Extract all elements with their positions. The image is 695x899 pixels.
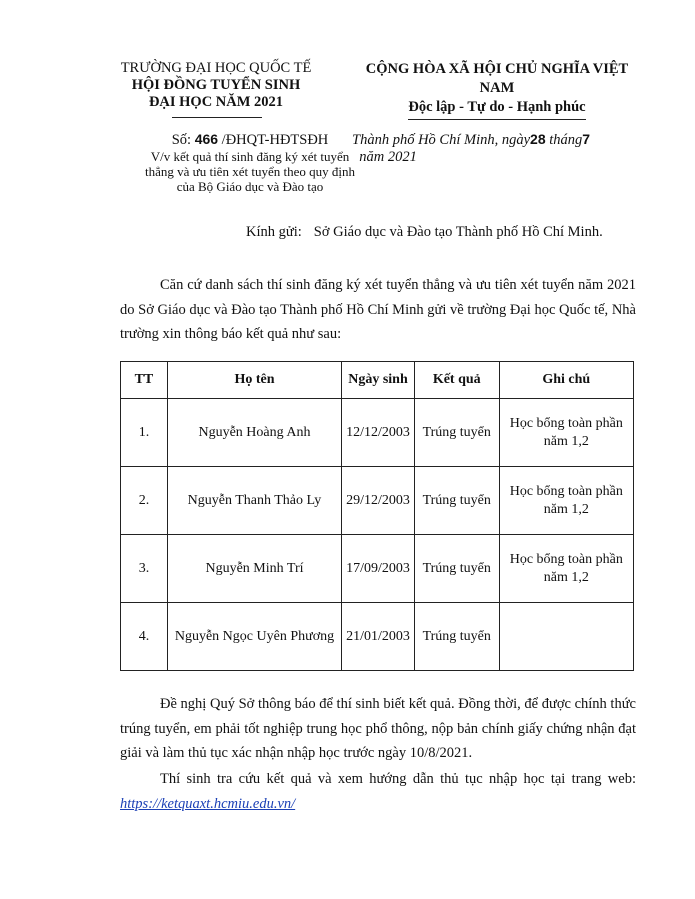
cell-note [499,603,633,671]
request-paragraph [120,692,636,766]
issuer-header [118,60,314,111]
recipient-line [246,224,603,241]
cell-note: Học bổng toàn phần năm 1,2 [499,399,633,467]
date-month: 7 [582,131,591,147]
date-year: năm 2021 [352,149,417,165]
cell-note: Học bổng toàn phần năm 1,2 [499,535,633,603]
header-tt: TT [121,362,168,399]
table-row [121,467,634,535]
cell-name: Nguyễn Minh Trí [167,535,341,603]
header-result: Kết quả [414,362,499,399]
national-header [352,60,642,120]
recipient-name: Sở Giáo dục và Đào tạo Thành phố Hồ Chí Minh. [313,224,603,240]
date-place: Thành phố Hồ Chí Minh, ngày [352,132,531,148]
table-header-row [121,362,634,399]
cell-tt: 2. [121,467,168,535]
cell-name: Nguyễn Hoàng Anh [167,399,341,467]
cell-result: Trúng tuyển [414,603,499,671]
request-text: Đề nghị Quý Sở thông báo để thí sinh biết kết quả. Đồng thời, để được chính thức trúng tuyển, em phải tốt nghiệp trung học phổ thông, nộp bản chính giấy chứng nhận đạt giải và làm thủ tục xác nhận nhập học trước ngày 10/8/2021. [120,696,636,761]
header-dob: Ngày sinh [342,362,415,399]
table-row [121,399,634,467]
council-name: HỘI ĐỒNG TUYỂN SINH [131,77,301,93]
cell-dob: 21/01/2003 [342,603,415,671]
intro-paragraph [120,273,636,347]
document-number [140,131,360,149]
document-subject: V/v kết quả thí sinh đăng ký xét tuyển thẳng và ưu tiên xét tuyển theo quy định của Bộ Giáo dục và Đào tạo [145,149,355,194]
table-row [121,603,634,671]
date-month-word: tháng [545,132,583,148]
lookup-text: Thí sinh tra cứu kết quả và xem hướng dẫn thủ tục nhập học tại trang web: [160,771,636,787]
school-name: TRƯỜNG ĐẠI HỌC QUỐC TẾ [120,60,312,76]
cell-result: Trúng tuyển [414,535,499,603]
intro-text: Căn cứ danh sách thí sinh đăng ký xét tuyển thẳng và ưu tiên xét tuyển năm 2021 do Sở Giáo dục và Đào tạo Thành phố Hồ Chí Minh gửi về trường Đại học Quốc tế, Nhà trường xin thông báo kết quả như sau: [120,277,636,342]
national-motto: Độc lập - Tự do - Hạnh phúc [408,98,585,120]
doc-number-value: 466 [194,131,219,147]
header-note: Ghi chú [499,362,633,399]
cell-name: Nguyễn Ngọc Uyên Phương [167,603,341,671]
cell-result: Trúng tuyển [414,399,499,467]
cell-dob: 29/12/2003 [342,467,415,535]
date-day: 28 [530,131,546,147]
table-row [121,535,634,603]
cell-tt: 3. [121,535,168,603]
document-date [352,131,642,166]
doc-number-prefix: Số: [171,132,195,148]
results-lookup-link[interactable]: https://ketquaxt.hcmiu.edu.vn/ [120,795,296,812]
header-name: Họ tên [167,362,341,399]
cell-tt: 1. [121,399,168,467]
cell-dob: 17/09/2003 [342,535,415,603]
header-divider [172,117,262,118]
cell-name: Nguyễn Thanh Thảo Ly [167,467,341,535]
country-name: CỘNG HÒA XÃ HỘI CHỦ NGHĨA VIỆT NAM [365,61,629,96]
cell-dob: 12/12/2003 [342,399,415,467]
cell-note: Học bổng toàn phần năm 1,2 [499,467,633,535]
admission-year: ĐẠI HỌC NĂM 2021 [148,94,284,110]
cell-tt: 4. [121,603,168,671]
recipient-label: Kính gửi: [246,224,302,240]
results-table [120,361,634,671]
cell-result: Trúng tuyển [414,467,499,535]
doc-number-suffix: /ĐHQT-HĐTSĐH [218,132,329,148]
lookup-paragraph [120,767,636,816]
